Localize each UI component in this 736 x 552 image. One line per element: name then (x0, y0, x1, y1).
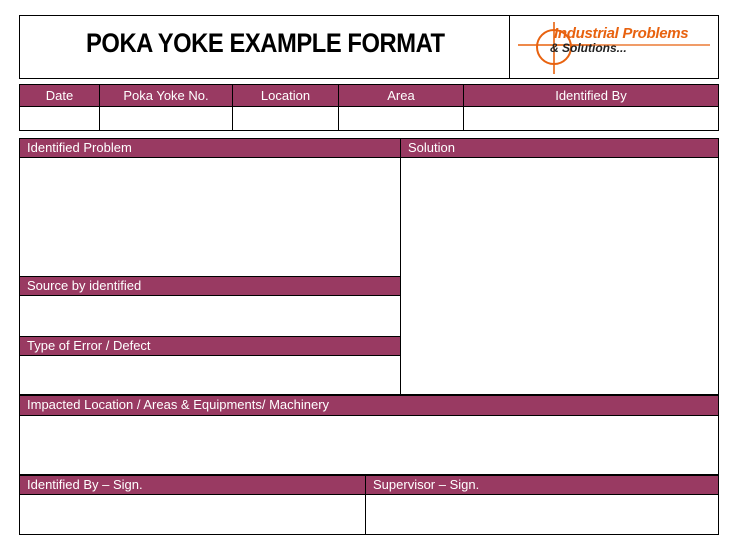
date-field[interactable] (19, 106, 100, 131)
header-area: Area (338, 84, 464, 107)
header-poka-yoke-no: Poka Yoke No. (99, 84, 233, 107)
header-date: Date (19, 84, 100, 107)
supervisor-sign-label: Supervisor – Sign. (373, 477, 480, 492)
logo-block (509, 15, 719, 79)
logo-text-line2: & Solutions... (550, 41, 627, 55)
identified-by-sign-field[interactable] (19, 494, 366, 535)
type-of-error-label: Type of Error / Defect (27, 338, 151, 353)
location-field[interactable] (232, 106, 339, 131)
identified-by-sign-header (19, 475, 366, 495)
source-by-identified-header (19, 276, 401, 296)
source-by-identified-field[interactable] (19, 295, 401, 337)
identified-by-sign-label: Identified By – Sign. (27, 477, 143, 492)
impacted-location-header (19, 395, 719, 416)
identified-problem-label: Identified Problem (27, 140, 132, 155)
type-of-error-header (19, 336, 401, 356)
logo-text-line1: Industrial Problems (554, 25, 689, 42)
supervisor-sign-field[interactable] (365, 494, 719, 535)
type-of-error-field[interactable] (19, 355, 401, 395)
identified-by-field[interactable] (463, 106, 719, 131)
area-field[interactable] (338, 106, 464, 131)
header-identified-by: Identified By (463, 84, 719, 107)
impacted-location-field[interactable] (19, 415, 719, 475)
header-location: Location (232, 84, 339, 107)
source-by-identified-label: Source by identified (27, 278, 142, 293)
solution-field[interactable] (400, 157, 719, 395)
impacted-location-label: Impacted Location / Areas & Equipments/ Machinery (27, 397, 330, 412)
solution-label: Solution (408, 140, 455, 155)
solution-header (400, 138, 719, 158)
supervisor-sign-header (365, 475, 719, 495)
page-title: POKA YOKE EXAMPLE FORMAT (86, 28, 445, 58)
poka-yoke-no-field[interactable] (99, 106, 233, 131)
identified-problem-header (19, 138, 401, 158)
identified-problem-field[interactable] (19, 157, 401, 277)
